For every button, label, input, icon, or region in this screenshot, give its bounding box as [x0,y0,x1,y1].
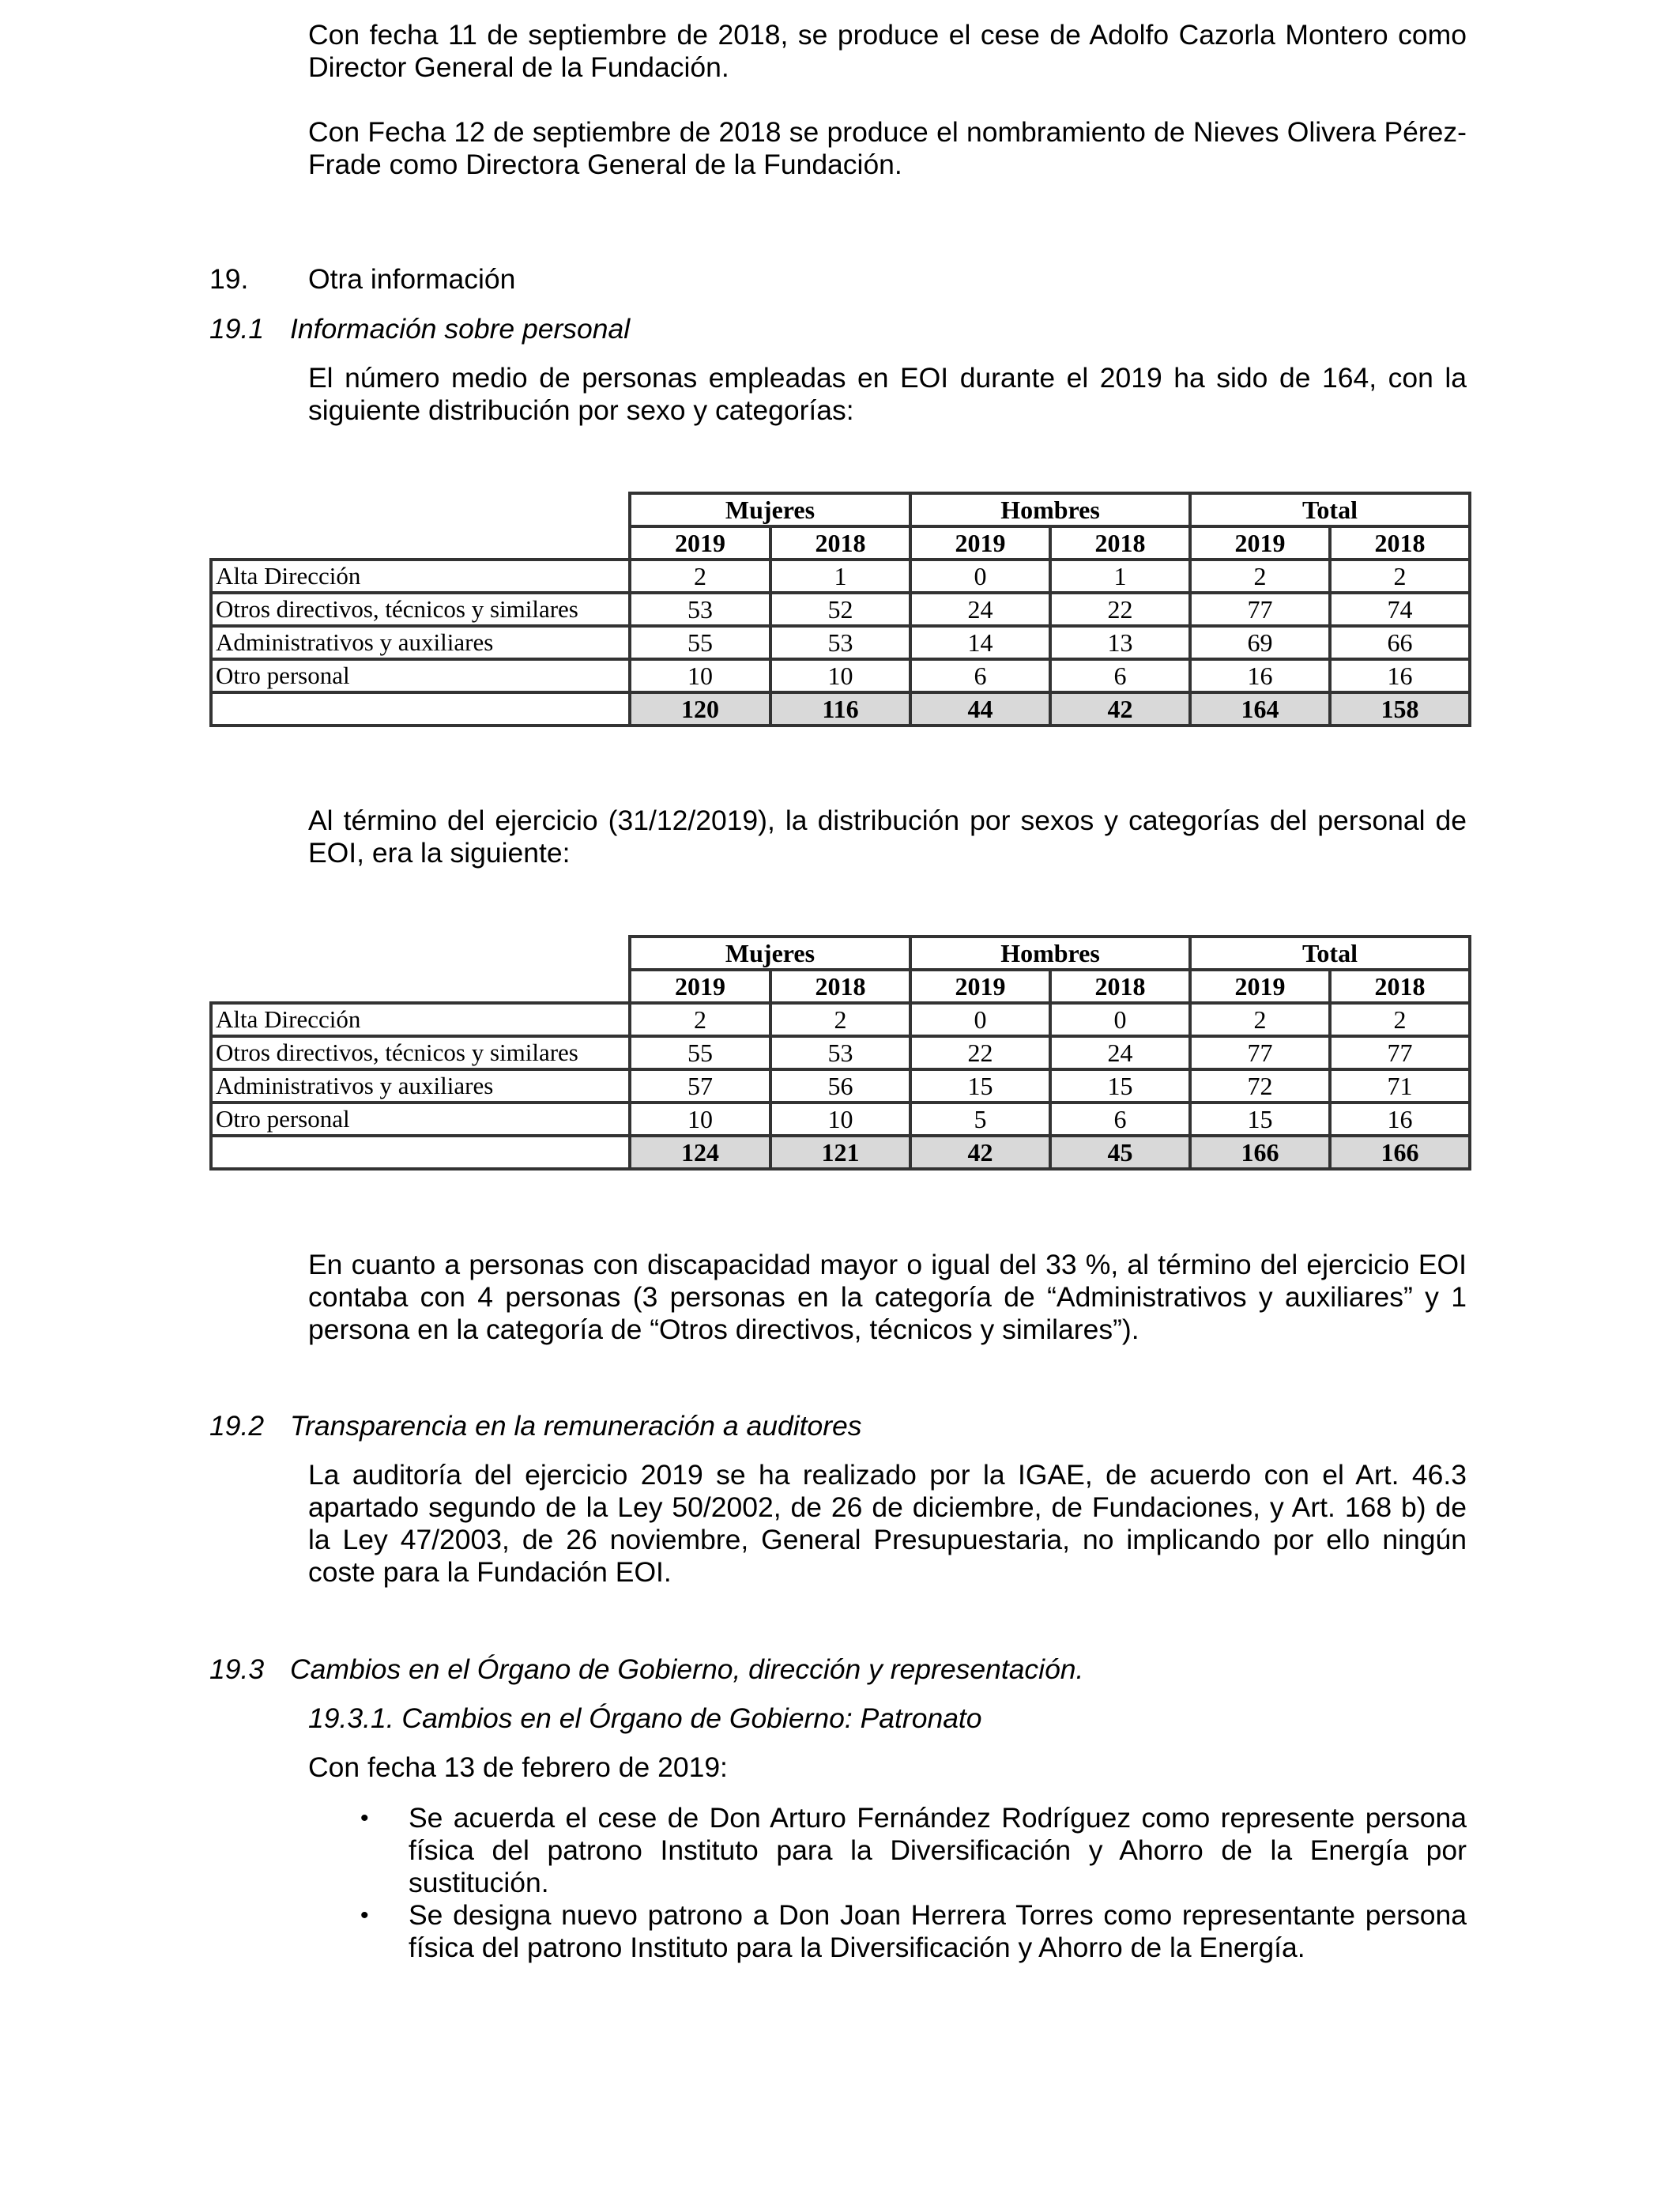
row-label: Otros directivos, técnicos y similares [211,593,630,626]
cell-value: 10 [770,659,910,692]
cell-value: 16 [1190,659,1330,692]
cell-value: 15 [1190,1103,1330,1136]
cell-value: 56 [770,1069,910,1103]
year-header: 2018 [1050,526,1190,560]
cell-value: 66 [1330,626,1470,659]
table-row [211,1103,1470,1136]
total-value: 166 [1330,1136,1470,1169]
table-row [211,659,1470,692]
total-value: 44 [910,692,1050,726]
cell-value: 71 [1330,1069,1470,1103]
cell-value: 53 [770,626,910,659]
cell-value: 0 [910,1003,1050,1036]
row-label: Administrativos y auxiliares [211,626,630,659]
cell-value: 16 [1330,1103,1470,1136]
group-header-hombres: Hombres [910,937,1190,970]
group-header-total: Total [1190,493,1470,526]
total-value: 42 [1050,692,1190,726]
cell-value: 1 [1050,560,1190,593]
cell-value: 53 [770,1036,910,1069]
table-row [211,593,1470,626]
cell-value: 6 [910,659,1050,692]
cell-value: 77 [1330,1036,1470,1069]
cell-value: 77 [1190,593,1330,626]
cell-value: 55 [630,626,770,659]
group-header-hombres: Hombres [910,493,1190,526]
cell-value: 13 [1050,626,1190,659]
section-number: 19.2 [209,1410,265,1442]
table-row [211,626,1470,659]
year-end-staff-table [209,935,1471,1171]
cell-value: 15 [1050,1069,1190,1103]
list-item [308,1899,1467,1964]
row-label: Alta Dirección [211,560,630,593]
total-value: 42 [910,1136,1050,1169]
disability-paragraph: En cuanto a personas con discapacidad mayor o igual del 33 %, al término del ejercicio EOI contaba con 4 personas (3 personas en la categoría de “Administrativos y auxiliares” y 1 persona en la categoría de “Otros directivos, técnicos y similares”). [308,1249,1467,1345]
section-number: 19.1 [209,313,265,345]
changes-bullet-list [308,1802,1467,1964]
cell-value: 2 [1330,1003,1470,1036]
table-row [211,560,1470,593]
section-title: Transparencia en la remuneración a auditores [290,1410,862,1442]
table-group-header-row [211,937,1470,970]
table-row [211,1036,1470,1069]
cell-value: 57 [630,1069,770,1103]
cell-value: 55 [630,1036,770,1069]
group-header-total: Total [1190,937,1470,970]
cell-value: 24 [910,593,1050,626]
year-header: 2018 [1330,526,1470,560]
date-line: Con fecha 13 de febrero de 2019: [308,1751,728,1783]
year-header: 2019 [630,970,770,1003]
cell-value: 16 [1330,659,1470,692]
total-value: 121 [770,1136,910,1169]
total-value: 164 [1190,692,1330,726]
row-label: Otros directivos, técnicos y similares [211,1036,630,1069]
cell-value: 74 [1330,593,1470,626]
table-row [211,1003,1470,1036]
section-title: Cambios en el Órgano de Gobierno, dirección y representación. [290,1653,1084,1685]
section-title: Información sobre personal [290,313,631,345]
personnel-intro-paragraph: El número medio de personas empleadas en EOI durante el 2019 ha sido de 164, con la siguiente distribución por sexo y categorías: [308,362,1467,426]
cell-value: 0 [1050,1003,1190,1036]
cell-value: 22 [1050,593,1190,626]
table-totals-row [211,1136,1470,1169]
row-label: Otro personal [211,1103,630,1136]
cell-value: 2 [630,560,770,593]
table-year-header-row [211,970,1470,1003]
auditors-paragraph: La auditoría del ejercicio 2019 se ha realizado por la IGAE, de acuerdo con el Art. 46.3 apartado segundo de la Ley 50/2002, de 26 de diciembre, de Fundaciones, y Art. 168 b) de la Ley 47/2003, de 26 noviembre, General Presupuestaria, no implicando por ello ningún coste para la Fundación EOI. [308,1459,1467,1588]
intro-paragraph-2: Con Fecha 12 de septiembre de 2018 se produce el nombramiento de Nieves Olivera Pérez-Frade como Directora General de la Fundación. [308,116,1467,180]
cell-value: 72 [1190,1069,1330,1103]
year-header: 2019 [1190,970,1330,1003]
bullet-icon: • [360,1902,369,1928]
cell-value: 6 [1050,1103,1190,1136]
year-header: 2018 [1330,970,1470,1003]
table-row [211,1069,1470,1103]
group-header-mujeres: Mujeres [630,493,910,526]
year-header: 2019 [1190,526,1330,560]
total-value: 120 [630,692,770,726]
cell-value: 53 [630,593,770,626]
cell-value: 10 [770,1103,910,1136]
cell-value: 77 [1190,1036,1330,1069]
cell-value: 5 [910,1103,1050,1136]
list-item [308,1802,1467,1899]
section-number: 19.3 [209,1653,265,1685]
section-number: 19. [209,263,249,295]
row-label: Otro personal [211,659,630,692]
cell-value: 0 [910,560,1050,593]
total-value: 124 [630,1136,770,1169]
cell-value: 2 [770,1003,910,1036]
total-value: 166 [1190,1136,1330,1169]
row-label: Administrativos y auxiliares [211,1069,630,1103]
row-label: Alta Dirección [211,1003,630,1036]
section-title: Otra información [308,263,516,295]
intro-paragraph-1: Con fecha 11 de septiembre de 2018, se produce el cese de Adolfo Cazorla Montero como Director General de la Fundación. [308,19,1467,83]
list-item-text: Se acuerda el cese de Don Arturo Fernández Rodríguez como represente persona física del patrono Instituto para la Diversificación y Ahorro de la Energía por sustitución. [409,1802,1467,1898]
year-header: 2019 [910,526,1050,560]
bullet-icon: • [360,1805,369,1831]
year-header: 2019 [630,526,770,560]
total-value: 158 [1330,692,1470,726]
year-header: 2018 [770,970,910,1003]
table-totals-row [211,692,1470,726]
year-header: 2018 [770,526,910,560]
total-value: 116 [770,692,910,726]
year-header: 2019 [910,970,1050,1003]
cell-value: 69 [1190,626,1330,659]
cell-value: 15 [910,1069,1050,1103]
cell-value: 52 [770,593,910,626]
table-group-header-row [211,493,1470,526]
cell-value: 14 [910,626,1050,659]
list-item-text: Se designa nuevo patrono a Don Joan Herrera Torres como representante persona física del patrono Instituto para la Diversificación y Ahorro de la Energía. [409,1899,1467,1963]
average-staff-table [209,492,1471,727]
cell-value: 24 [1050,1036,1190,1069]
cell-value: 2 [1190,1003,1330,1036]
subsection-19-3-1-heading: 19.3.1. Cambios en el Órgano de Gobierno: Patronato [308,1702,982,1734]
cell-value: 2 [1190,560,1330,593]
cell-value: 10 [630,659,770,692]
cell-value: 1 [770,560,910,593]
cell-value: 2 [630,1003,770,1036]
cell-value: 22 [910,1036,1050,1069]
total-value: 45 [1050,1136,1190,1169]
cell-value: 10 [630,1103,770,1136]
year-end-intro-paragraph: Al término del ejercicio (31/12/2019), la distribución por sexos y categorías del personal de EOI, era la siguiente: [308,805,1467,869]
table-year-header-row [211,526,1470,560]
group-header-mujeres: Mujeres [630,937,910,970]
year-header: 2018 [1050,970,1190,1003]
cell-value: 6 [1050,659,1190,692]
cell-value: 2 [1330,560,1470,593]
